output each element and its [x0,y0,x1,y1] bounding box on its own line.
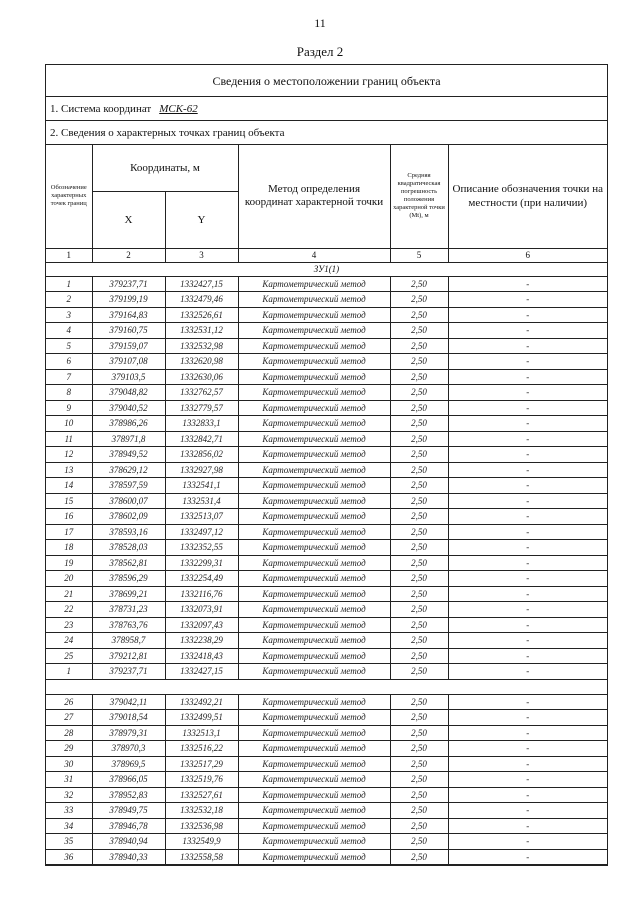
coord-y: 1332517,29 [165,756,238,772]
point-number: 28 [46,725,92,741]
point-number: 25 [46,648,92,664]
description: - [448,602,607,618]
description: - [448,307,607,323]
column-number: 4 [238,248,390,262]
coord-y: 1332513,07 [165,509,238,525]
point-number: 15 [46,493,92,509]
coord-y: 1332479,46 [165,292,238,308]
method: Картометрический метод [238,725,390,741]
accuracy: 2,50 [390,633,448,649]
coord-y: 1332532,18 [165,803,238,819]
description: - [448,849,607,865]
coord-x: 379164,83 [92,307,165,323]
table-row [46,571,607,587]
description: - [448,478,607,494]
coord-x: 378958,7 [92,633,165,649]
contour-row [46,262,607,276]
coord-x: 379159,07 [92,338,165,354]
separator-row [46,679,607,694]
table-row [46,694,607,710]
column-number: 3 [165,248,238,262]
description: - [448,710,607,726]
table-row [46,369,607,385]
coord-x: 378970,3 [92,741,165,757]
description: - [448,540,607,556]
coord-y: 1332497,12 [165,524,238,540]
accuracy: 2,50 [390,354,448,370]
column-number-row [46,248,607,262]
coord-x: 379107,08 [92,354,165,370]
table-row [46,787,607,803]
coord-x: 379199,19 [92,292,165,308]
coord-x: 379042,11 [92,694,165,710]
point-group-1 [46,276,607,679]
header-point-designation: Обозначение характерных точек границ [46,145,92,248]
coord-x: 378602,09 [92,509,165,525]
point-number: 33 [46,803,92,819]
method: Картометрический метод [238,648,390,664]
accuracy: 2,50 [390,462,448,478]
point-number: 1 [46,664,92,680]
method: Картометрический метод [238,617,390,633]
description: - [448,416,607,432]
table-row [46,602,607,618]
method: Картометрический метод [238,447,390,463]
group-separator [46,679,607,694]
coord-y: 1332541,1 [165,478,238,494]
coord-x: 378940,33 [92,849,165,865]
table-row [46,725,607,741]
coord-y: 1332513,1 [165,725,238,741]
coord-x: 378593,16 [92,524,165,540]
point-number: 26 [46,694,92,710]
table-row [46,756,607,772]
coord-x: 379018,54 [92,710,165,726]
point-number: 31 [46,772,92,788]
coord-y: 1332418,43 [165,648,238,664]
description: - [448,787,607,803]
coord-system-value: МСК-62 [159,103,198,115]
accuracy: 2,50 [390,849,448,865]
accuracy: 2,50 [390,540,448,556]
coord-x: 378969,5 [92,756,165,772]
accuracy: 2,50 [390,571,448,587]
method: Картометрический метод [238,694,390,710]
coord-x: 378629,12 [92,462,165,478]
point-number: 29 [46,741,92,757]
coord-x: 378699,21 [92,586,165,602]
column-number: 1 [46,248,92,262]
coord-y: 1332427,15 [165,276,238,292]
accuracy: 2,50 [390,431,448,447]
description: - [448,555,607,571]
accuracy: 2,50 [390,664,448,680]
coord-x: 378600,07 [92,493,165,509]
coord-x: 379103,5 [92,369,165,385]
point-number: 2 [46,292,92,308]
coord-x: 378946,78 [92,818,165,834]
point-number: 23 [46,617,92,633]
table-row [46,633,607,649]
point-number: 30 [46,756,92,772]
method: Картометрический метод [238,633,390,649]
point-number: 34 [46,818,92,834]
coord-y: 1332352,55 [165,540,238,556]
accuracy: 2,50 [390,509,448,525]
point-number: 35 [46,834,92,850]
method: Картометрический метод [238,276,390,292]
method: Картометрический метод [238,772,390,788]
accuracy: 2,50 [390,648,448,664]
method: Картометрический метод [238,803,390,819]
coord-y: 1332519,76 [165,772,238,788]
accuracy: 2,50 [390,400,448,416]
accuracy: 2,50 [390,478,448,494]
coord-y: 1332299,31 [165,555,238,571]
coord-y: 1332492,21 [165,694,238,710]
description: - [448,586,607,602]
coord-y: 1332254,49 [165,571,238,587]
table-row [46,617,607,633]
table-row [46,555,607,571]
method: Картометрический метод [238,462,390,478]
description: - [448,633,607,649]
description: - [448,385,607,401]
table-row [46,710,607,726]
accuracy: 2,50 [390,602,448,618]
description: - [448,431,607,447]
point-number: 21 [46,586,92,602]
points-heading: 2. Сведения о характерных точках границ объекта [46,121,607,145]
table-title: Сведения о местоположении границ объекта [46,65,607,97]
coord-y: 1332536,98 [165,818,238,834]
coord-x: 378952,83 [92,787,165,803]
description: - [448,772,607,788]
point-number: 1 [46,276,92,292]
coord-x: 378949,75 [92,803,165,819]
description: - [448,354,607,370]
accuracy: 2,50 [390,818,448,834]
description: - [448,524,607,540]
method: Картометрический метод [238,338,390,354]
table-row [46,849,607,865]
description: - [448,447,607,463]
coord-y: 1332526,61 [165,307,238,323]
method: Картометрический метод [238,354,390,370]
accuracy: 2,50 [390,741,448,757]
point-number: 24 [46,633,92,649]
method: Картометрический метод [238,756,390,772]
method: Картометрический метод [238,571,390,587]
column-number: 5 [390,248,448,262]
method: Картометрический метод [238,664,390,680]
accuracy: 2,50 [390,772,448,788]
accuracy: 2,50 [390,586,448,602]
boundary-table-frame [45,64,608,866]
coord-x: 379212,81 [92,648,165,664]
coord-y: 1332427,15 [165,664,238,680]
coord-y: 1332842,71 [165,431,238,447]
method: Картометрический метод [238,586,390,602]
description: - [448,725,607,741]
coord-y: 1332097,43 [165,617,238,633]
method: Картометрический метод [238,478,390,494]
column-number: 2 [92,248,165,262]
coord-x: 379048,82 [92,385,165,401]
header-method: Метод определения координат характерной точки [238,145,390,248]
table-row [46,741,607,757]
point-number: 9 [46,400,92,416]
point-number: 10 [46,416,92,432]
coord-y: 1332856,02 [165,447,238,463]
accuracy: 2,50 [390,276,448,292]
method: Картометрический метод [238,555,390,571]
description: - [448,276,607,292]
point-number: 27 [46,710,92,726]
point-number: 8 [46,385,92,401]
point-number: 12 [46,447,92,463]
table-row [46,431,607,447]
method: Картометрический метод [238,787,390,803]
header-x: X [92,191,165,248]
method: Картометрический метод [238,818,390,834]
table-row [46,540,607,556]
coord-y: 1332499,51 [165,710,238,726]
table-row [46,664,607,680]
coord-x: 378528,03 [92,540,165,556]
coord-y: 1332779,57 [165,400,238,416]
coord-x: 378940,94 [92,834,165,850]
coord-y: 1332532,98 [165,338,238,354]
coord-y: 1332762,57 [165,385,238,401]
point-group-2 [46,694,607,865]
table-row [46,524,607,540]
point-number: 32 [46,787,92,803]
description: - [448,756,607,772]
description: - [448,509,607,525]
accuracy: 2,50 [390,524,448,540]
method: Картометрический метод [238,849,390,865]
description: - [448,323,607,339]
method: Картометрический метод [238,524,390,540]
description: - [448,694,607,710]
accuracy: 2,50 [390,803,448,819]
table-row [46,338,607,354]
description: - [448,818,607,834]
method: Картометрический метод [238,540,390,556]
table-row [46,354,607,370]
method: Картометрический метод [238,834,390,850]
description: - [448,741,607,757]
accuracy: 2,50 [390,725,448,741]
description: - [448,803,607,819]
description: - [448,369,607,385]
method: Картометрический метод [238,323,390,339]
point-number: 5 [46,338,92,354]
accuracy: 2,50 [390,493,448,509]
accuracy: 2,50 [390,369,448,385]
coord-x: 378979,31 [92,725,165,741]
method: Картометрический метод [238,369,390,385]
coord-y: 1332116,76 [165,586,238,602]
table-row [46,276,607,292]
method: Картометрический метод [238,385,390,401]
description: - [448,462,607,478]
contour-label: ЗУ1(1) [46,262,607,276]
point-number: 4 [46,323,92,339]
point-number: 20 [46,571,92,587]
method: Картометрический метод [238,431,390,447]
point-number: 11 [46,431,92,447]
table-row [46,586,607,602]
point-number: 7 [46,369,92,385]
point-number: 16 [46,509,92,525]
method: Картометрический метод [238,710,390,726]
method: Картометрический метод [238,416,390,432]
points-table [46,145,607,865]
accuracy: 2,50 [390,292,448,308]
table-row [46,493,607,509]
method: Картометрический метод [238,307,390,323]
description: - [448,493,607,509]
accuracy: 2,50 [390,834,448,850]
accuracy: 2,50 [390,447,448,463]
coord-y: 1332630,06 [165,369,238,385]
point-number: 22 [46,602,92,618]
description: - [448,338,607,354]
header-accuracy: Средняя квадратическая погрешность положения характерной точки (Mt), м [390,145,448,248]
table-row [46,834,607,850]
accuracy: 2,50 [390,385,448,401]
point-number: 13 [46,462,92,478]
point-number: 19 [46,555,92,571]
coord-x: 379237,71 [92,664,165,680]
coord-y: 1332516,22 [165,741,238,757]
coord-x: 379040,52 [92,400,165,416]
coord-x: 378562,81 [92,555,165,571]
accuracy: 2,50 [390,338,448,354]
method: Картометрический метод [238,493,390,509]
table-row [46,292,607,308]
accuracy: 2,50 [390,323,448,339]
description: - [448,617,607,633]
header-y: Y [165,191,238,248]
table-row [46,772,607,788]
table-row [46,400,607,416]
point-number: 3 [46,307,92,323]
description: - [448,292,607,308]
coord-x: 378949,52 [92,447,165,463]
accuracy: 2,50 [390,555,448,571]
accuracy: 2,50 [390,416,448,432]
coord-y: 1332549,9 [165,834,238,850]
method: Картометрический метод [238,292,390,308]
coord-y: 1332531,4 [165,493,238,509]
coord-system-label: 1. Система координат [50,103,152,115]
description: - [448,648,607,664]
coord-x: 379237,71 [92,276,165,292]
point-number: 14 [46,478,92,494]
table-row [46,323,607,339]
coord-x: 379160,75 [92,323,165,339]
description: - [448,571,607,587]
table-row [46,648,607,664]
header-description: Описание обозначения точки на местности (при наличии) [448,145,607,248]
coord-x: 378596,29 [92,571,165,587]
table-row [46,385,607,401]
point-number: 17 [46,524,92,540]
coord-x: 378731,23 [92,602,165,618]
point-number: 36 [46,849,92,865]
coord-y: 1332073,91 [165,602,238,618]
accuracy: 2,50 [390,787,448,803]
table-row [46,307,607,323]
method: Картометрический метод [238,602,390,618]
method: Картометрический метод [238,400,390,416]
method: Картометрический метод [238,741,390,757]
coord-y: 1332558,58 [165,849,238,865]
table-row [46,478,607,494]
description: - [448,664,607,680]
accuracy: 2,50 [390,710,448,726]
description: - [448,400,607,416]
coord-y: 1332927,98 [165,462,238,478]
accuracy: 2,50 [390,617,448,633]
coord-y: 1332527,61 [165,787,238,803]
table-row [46,509,607,525]
table-row [46,803,607,819]
accuracy: 2,50 [390,307,448,323]
page-number: 11 [314,16,326,30]
coord-system-row [46,97,607,121]
coord-y: 1332531,12 [165,323,238,339]
coord-y: 1332833,1 [165,416,238,432]
point-number: 18 [46,540,92,556]
table-row [46,462,607,478]
point-number: 6 [46,354,92,370]
table-row [46,447,607,463]
accuracy: 2,50 [390,694,448,710]
column-number: 6 [448,248,607,262]
description: - [448,834,607,850]
header-coordinates: Координаты, м [92,145,238,191]
table-row [46,416,607,432]
coord-x: 378966,05 [92,772,165,788]
method: Картометрический метод [238,509,390,525]
accuracy: 2,50 [390,756,448,772]
coord-x: 378971,8 [92,431,165,447]
coord-y: 1332238,29 [165,633,238,649]
coord-y: 1332620,98 [165,354,238,370]
section-title: Раздел 2 [296,44,344,59]
coord-x: 378763,76 [92,617,165,633]
coord-x: 378986,26 [92,416,165,432]
coord-x: 378597,59 [92,478,165,494]
table-row [46,818,607,834]
